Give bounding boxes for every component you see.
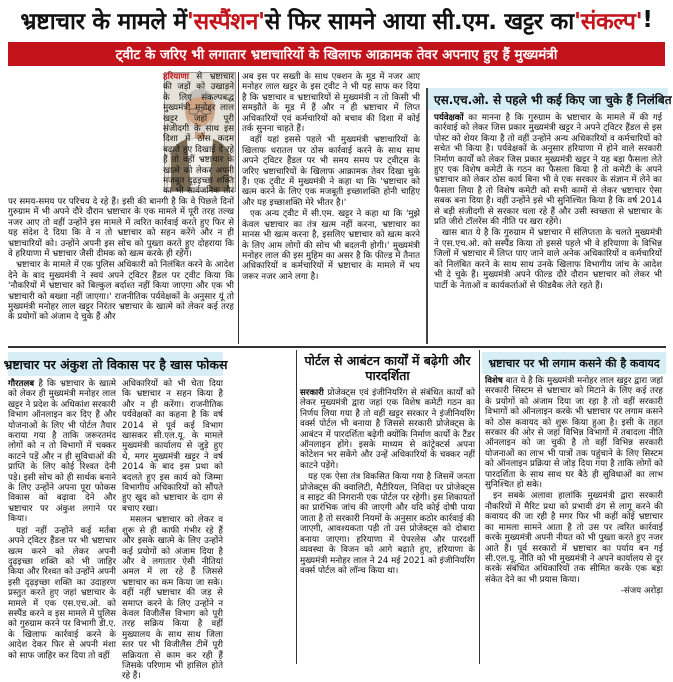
- lead-label: पर्यवेक्षकों: [434, 113, 464, 123]
- headline-part2: से फिर सामने आया सी.एम. खट्टर का: [264, 9, 574, 35]
- section-divider: [8, 346, 666, 348]
- paragraph-text: है कि भ्रष्टाचार के खात्मे को लेकर ही मुख्यमंत्री मनोहर लाल खट्टर ने प्रदेश के अधिकांश सरकारी विभाग ऑनलाइन कर दिए हैं और योजनाओं के लिए भी पोर्टल तैयार कराया गया है ताकि जरूरतमंद लोगों को न तो विभागों में चक्कर काटने पड़ें और न ही सुविधाओं की प्राप्ति के लिए कोई रिश्वत देनी पड़े। इसी सोच को ही सार्थक बनाने के लिए उन्होंने अपना पूरा फोकस विकास को बढ़ावा देने और भ्रष्टाचार पर अंकुश लगाने पर किया।: [8, 379, 116, 525]
- byline: -संजय अरोड़ा: [620, 586, 663, 597]
- lead-label: हरियाणा: [163, 72, 189, 82]
- paragraph-text: से भ्रष्टाचार की जड़ों को उखाड़ने के लिए संकल्पबद्ध मुख्यमंत्री मनोहर लाल खट्टर जहां पूरी संजीदगी के साथ इस दिशा में ठोस कदम बढ़ाते हुए दिखाई दे रहे हैं तो वहीं भ्रष्टाचार के खात्मे को लेकर अपनी मजबूत दृढ़इच्छा शक्ति का भी सार्वजनिक तौर पर समय-समय पर परिचय दे रहे हैं। इसी की बानगी है कि वे पिछले दिनों गुरुग्राम में भी अपने दौरे दौरान भ्रष्टाचार के एक मामले में पूरी तरह तल्ख नजर आए तो वहीं उन्होंने इस मामले में त्वरित कार्रवाई करते हुए फिर से यह संदेश दे दिया कि वे न तो भ्रष्टाचार को सहन करेंगे और न ही भ्रष्टाचारियों को। उन्होंने अपनी इस सोच को पुख्ता करते हुए दोहराया कि वे हरियाणा में भ्रष्टाचार जैसी दीमक को खत्म करके ही रहेंगे।: [8, 72, 234, 259]
- paragraph: खास बात ये है कि गुरुग्राम में भ्रष्टाचार में संलिप्तता के चलते मुख्यमंत्री ने एस.एच.ओ. को सस्पैंड किया तो इससे पहले भी वे हरियाणा के विभिन्न जिलों में भ्रष्टाचार में लिप्त पाए जाने वाले अनेक अधिकारियों व कर्मचारियों को निलंबित करने के साथ साथ उनके खिलाफ विभागीय जांच के आदेश भी दे चुके हैं। मुख्यमंत्री अपने फील्ड दौरे दौरान भ्रष्टाचार को लेकर भी पार्टी के नेताओं व कार्यकर्ताओं से फीडबैक लेते रहते हैं।: [434, 228, 662, 291]
- section-focus-column-1: [8, 379, 116, 659]
- headline-quote-suspension: 'सस्पैंशन': [186, 9, 265, 35]
- headline-quote-resolve: 'संकल्प': [573, 9, 643, 35]
- paragraph: मसलन भ्रष्टाचार को लेकर व शुरू से ही काफी गंभीर रहे हैं और इसके खात्मे के लिए उन्होंने कई प्रयोगों को अंजाम दिया है और वे लगातार ऐसी नीतियां अमल में ला रहे हैं जिससे भ्रष्टाचार का कम किया जा सके। वहीं नहीं भ्रष्टाचार की जड़ से समाप्त करने के लिए उन्होंने न केवल विजीलैंस विभाग को पूरी तरह सक्रिय किया है वहीं मुख्यालय के साथ साथ जिला स्तर पर भी विजीलैंस टीमें पूरी सक्रियता से काम कर रही हैं जिसके परिणाम भी हासिल होते रहे हैं।: [122, 515, 223, 682]
- paragraph: वहीं यहां इससे पहले भी मुख्यमंत्री भ्रष्टाचारियों के खिलाफ धरातल पर ठोस कार्रवाई करने के साथ साथ अपने ट्विटर हैंडल पर भी समय समय पर ट्वीट्स के जरिए भ्रष्टाचारियों के खिलाफ आक्रामक तेवर दिखा चुके हैं। एक ट्वीट में मुख्यमंत्री ने कहा था कि 'भ्रष्टाचार को खत्म करने के लिए एक मजबूती इच्छाशक्ति होनी चाहिए और यह इच्छाशक्ति मेरे भीतर है।': [242, 135, 420, 208]
- section-control: [482, 352, 666, 664]
- column-rule: [296, 350, 297, 664]
- paragraph: यह एक ऐसा तंत्र विकसित किया गया है जिसमें जनता प्रोजेक्ट्स की क्वालिटी, मैटीरियल, निविदा पर प्रोजेक्ट्स व साइट की निगरानी एक पोर्टल पर रहेगी। इस शिकायतों का प्रारंभिक जांच की जाएगी और यदि कोई दोषी पाया जाता है तो सरकारी नियमों के अनुसार कठोर कार्रवाई की जाएगी, आवश्यकता पड़ी तो उस प्रोजेक्ट्स को दोबारा बनाया जाएगा। हरियाणा में पेपरलेस और पारदर्शी व्यवस्था के विजन को आगे बढ़ाते हुए, हरियाणा के मुख्यमंत्री मनोहर लाल ने 24 मई 2021 को इंजीनियरिंग वर्क्स पोर्टल को लॉन्च किया था।: [300, 472, 475, 576]
- main-article-column-2: [242, 72, 420, 342]
- paragraph-text: का मानना है कि गुरुग्राम के भ्रष्टाचार के मामले में की गई कार्रवाई को लेकर जिस प्रकार मुख्यमंत्री खट्टर ने अपने ट्विटर हैंडल से इस पोस्ट को शेयर किया है तो वहीं उन्होंने अन्य अधिकारियों व कर्मचारियों को सचेत भी किया है। पर्यवेक्षकों के अनुसार हरियाणा में होने वाले सरकारी निर्माण कार्यों को लेकर जिस प्रकार मुख्यमंत्री खट्टर ने यह बड़ा फैसला लेते हुए एक विशेष कमेटी के गठन का फैसला किया है तो कमेटी के अपने भ्रष्टाचार को लेकर ठोस कार्य बिना भी वे एक सरकार के संज्ञान में लेने का फैसला लिया है तो विशेष कमेटी को सभी कामों से लेकर भ्रष्टाचार ऐसा सबक बना दिया है। वहीं उन्होंने इसे भी सुनिश्चित किया है कि वर्ष 2014 से बड़ी संजीदगी से सरकार चला रहे हैं और उसी स्वच्छता से भ्रष्टाचार के प्रति जीरो टॉलरेंस की नीति पर खरा रहेंगे।: [434, 113, 662, 228]
- headline-part1: भ्रष्टाचार के मामले में: [20, 9, 187, 35]
- lead-label: गौरतलब: [8, 379, 35, 389]
- section-control-body: [482, 374, 666, 662]
- paragraph-text: प्रोजेक्ट्स एवं इंजीनियरिंग से संबंधित कार्यों को लेकर मुख्यमंत्री द्वारा जहां एक विशेष कमेटी गठन का निर्णय लिया गया है तो वहीं खट्टर सरकार ने इंजीनियरिंग वर्क्स पोर्टल भी बनाया है जिससे सरकारी प्रोजेक्ट्स के आबंटन में पारदर्शिता बढ़ेगी क्योंकि निर्माण कार्यों के टैंडर ऑनलाइन होंगे। इसके माध्यम से कांट्रेक्टर्स अपना कोटेशन भर सकेंगे और उन्हें अधिकारियों के चक्कर नहीं काटने पड़ेंगे।: [300, 388, 475, 471]
- paragraph: अधिकारियों को भी चेता दिया कि भ्रष्टाचार न सहन किया है और न ही करेंगा। राजनीतिक पर्यवेक्षकों का कहना है कि वर्ष 2014 से पूर्व कई विभाग खासकर सी.एल.यू. के मामले मुख्यमंत्री कार्यालय से जुड़े हुए थे, मगर मुख्यमंत्री खट्टर ने वर्ष 2014 के बाद इस प्रथा को बदलते हुए इस कार्य को जिम्मा विभागीय अधिकारियों को सौंपते हुए खुद को भ्रष्टाचार के दाग से बचाए रखा।: [122, 379, 223, 514]
- sidebar-box-title: एस.एच.ओ. से पहले भी कई किए जा चुके हैं निलंबित: [428, 88, 668, 110]
- section-portal-body: [300, 388, 475, 664]
- section-focus-column-2: [122, 379, 223, 682]
- section-focus: [3, 352, 228, 682]
- paragraph-text: बात ये है कि मुख्यमंत्री मनोहर लाल खट्टर द्वारा जहां सरकारी सिस्टम से भ्रष्टाचार को मिटाने के लिए कई तरह के प्रयोगों को अंजाम दिया जा रहा है तो वहीं सरकारी विभागों को ऑनलाइन करके भी भ्रष्टाचार पर लगाम कसने को ठोस कवायद को शुरू किया हुआ है। इसी के तहत सरकार की ओर से जहां विभिन्न विभागों में तबादला नीति ऑनलाइन को जा चुकी है तो वहीं विभिन्न सरकारी योजनाओं का लाभ भी पात्रों तक पहुंचाने के लिए सिस्टम को ऑनलाइन प्रक्रिया से जोड़ दिया गया है ताकि लोगों को पारदर्शिता के साथ साथ घर बैठे ही सुविधाओं का लाभ सुनिश्चित हो सके।: [485, 376, 663, 491]
- column-rule: [238, 72, 239, 344]
- paragraph: एक अन्य ट्वीट में सी.एम. खट्टर ने कहा था कि 'मुझे केवल भ्रष्टाचार का तंत्र खत्म नहीं करना, भ्रष्टाचार का मानस भी खत्म करना है, इसलिए भ्रष्टाचार को खत्म करने के लिए आम लोगों की सोच भी बदलनी होगी।' मुख्यमंत्री मनोहर लाल की इस मुहिम का असर है कि फील्ड में तैनात अधिकारियों व कर्मचारियों में भ्रष्टाचार के मामले में भय जरूर नजर आने लगा है।: [242, 209, 420, 282]
- sidebar-box-body: [428, 110, 668, 344]
- column-rule: [479, 350, 480, 664]
- section-portal: [300, 350, 475, 664]
- paragraph: [300, 388, 475, 471]
- paragraph: [485, 376, 663, 490]
- section-portal-title: पोर्टल से आबंटन कार्यों में बढ़ेगी और पारदर्शिता: [304, 353, 471, 383]
- paragraph: अब इस पर सख्ती के साथ एक्शन के मूड में नजर आए मनोहर लाल खट्टर के इस ट्वीट ने भी यह साफ कर दिया है कि भ्रष्टाचार व भ्रष्टाचारियों से मुख्यमंत्री न तो किसी भी समझौते के मूड में हैं और न ही भ्रष्टाचार में लिप्त अधिकारियों एवं कर्मचारियों को बचाव की दिशा में कोई तर्क सुनना चाहते हैं।: [242, 72, 420, 135]
- paragraph: [8, 379, 116, 525]
- photo-wrap-spacer: [8, 72, 163, 190]
- section-focus-title: भ्रष्टाचार पर अंकुश तो विकास पर है खास फोकस: [8, 352, 223, 376]
- section-control-title: भ्रष्टाचार पर भी लगाम कसने की है कवायद: [482, 352, 666, 374]
- subheadline-bar: ट्वीट के जरिए भी लगातार भ्रष्टाचारियों के खिलाफ आक्रामक तेवर अपनाए हुए हैं मुख्यमंत्री: [8, 42, 665, 66]
- main-article-column-1: [8, 72, 234, 342]
- lead-label: सरकारी: [300, 388, 324, 398]
- paragraph: यहां नहीं उन्होंने कई मर्तबा अपने ट्विटर हैंडल पर भी भ्रष्टाचार खत्म करने को लेकर अपनी दृढ़इच्छा शक्ति को भी जाहिर किया और रिश्वत को उन्होंने अपनी इसी दृढ़इच्छा शक्ति का उदाहरण प्रस्तुत करते हुए जहां भ्रष्टाचार के मामले में एक एस.एच.ओ. को सस्पैंड करने व इस मामले में पुलिस को गुरुग्राम करने पर विभागी डी.ए. के खिलाफ कार्रवाई करने के आदेश देकर फिर से अपनी मंशा को साफ जाहिर कर दिया तो वहीं: [8, 525, 116, 661]
- lead-label: विशेष: [485, 376, 503, 386]
- paragraph: [434, 113, 662, 227]
- paragraph: इन सबके अलावा हालांकि मुख्यमंत्री द्वारा सरकारी नौकरियों में मैरिट प्रथा को प्रभावी ढंग से लागू करने की कवायद की जा रही है मगर फिर भी कहीं कोई भ्रष्टाचार का मामला सामने आता है तो उस पर त्वरित कार्रवाई करके मुख्यमंत्री अपनी नीयत को भी पुख्ता करते हुए नजर आते हैं। पूर्व सरकारों में भ्रष्टाचार का पर्याय बन गई सी.एल.यू. नीति को भी मुख्यमंत्री ने अपने कार्यालय से दूर करके संबंधित अधिकारियों तक सीमित करके एक बड़ा संकेत देने का भी प्रयास किया।: [485, 491, 663, 585]
- section-focus-columns: [8, 379, 223, 682]
- sidebar-box-suspensions: [426, 88, 672, 344]
- headline-part3: !: [642, 7, 653, 33]
- main-headline: [0, 0, 673, 40]
- paragraph: भ्रष्टाचार के मामले में एक पुलिस अधिकारी को निलंबित करने के आदेश देने के बाद मुख्यमंत्री ने स्वयं अपने ट्विटर हैंडल पर ट्वीट किया कि 'नौकरियों में भ्रष्टाचार को बिल्कुल बर्दाश्त नहीं किया जाएगा और एक भी भ्रष्टाचारी को बख्शा नहीं जाएगा।' राजनीतिक पर्यवेक्षकों के अनुसार यूं तो मुख्यमंत्री मनोहर लाल खट्टर निरंतर भ्रष्टाचार के खात्मे को लेकर कई तरह के प्रयोगों को अंजाम दे चुके हैं और: [8, 260, 234, 323]
